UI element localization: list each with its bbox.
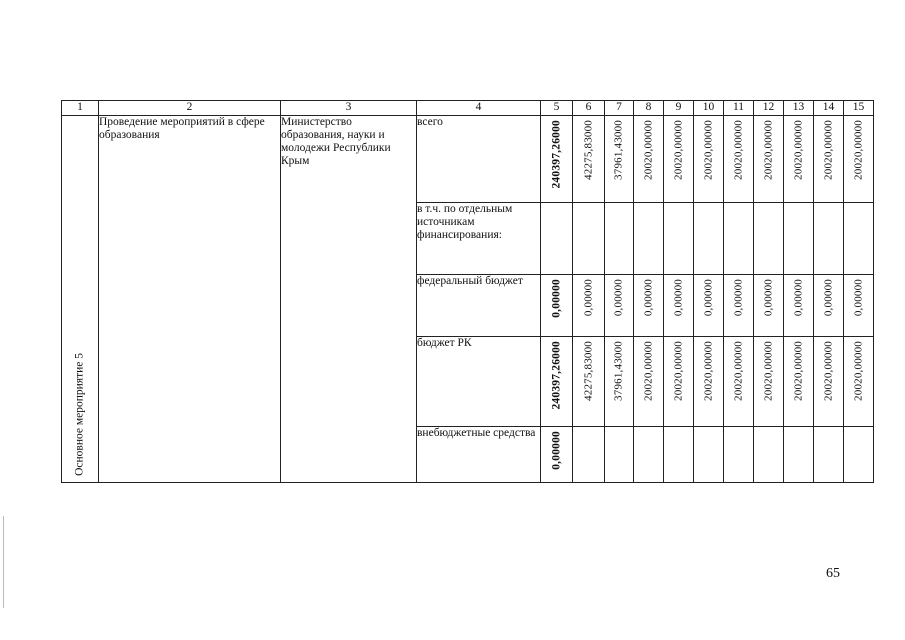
value-cell xyxy=(541,427,573,483)
value-text: 0,00000 xyxy=(792,279,804,317)
col-header-9: 9 xyxy=(664,101,694,116)
page-number: 65 xyxy=(826,566,840,581)
col-header-13: 13 xyxy=(784,101,814,116)
value-text: 20020,00000 xyxy=(732,341,744,401)
value-cell xyxy=(844,116,874,203)
value-cell xyxy=(573,427,605,483)
value-cell xyxy=(814,275,844,337)
value-cell xyxy=(844,337,874,427)
value-cell xyxy=(573,275,605,337)
value-text: 0,00000 xyxy=(852,279,864,317)
col-header-15: 15 xyxy=(844,101,874,116)
row-label-cell xyxy=(62,116,99,483)
value-cell xyxy=(724,116,754,203)
value-cell xyxy=(664,337,694,427)
executor-cell: Министерство образования, науки и молодежи Республики Крым xyxy=(281,116,417,483)
value-cell xyxy=(724,427,754,483)
value-cell xyxy=(814,337,844,427)
value-cell xyxy=(541,275,573,337)
value-text: 20020,00000 xyxy=(672,341,684,401)
value-text: 20020,00000 xyxy=(792,120,804,180)
value-cell xyxy=(784,275,814,337)
value-text: 0,00000 xyxy=(642,279,654,317)
value-text: 20020,00000 xyxy=(702,120,714,180)
col-header-4: 4 xyxy=(417,101,541,116)
funding-source-cell: внебюджетные средства xyxy=(417,427,541,483)
value-cell xyxy=(814,427,844,483)
value-text: 20020,00000 xyxy=(762,120,774,180)
value-cell xyxy=(784,116,814,203)
col-header-2: 2 xyxy=(99,101,281,116)
value-cell xyxy=(634,337,664,427)
funding-source-cell: бюджет РК xyxy=(417,337,541,427)
col-header-12: 12 xyxy=(754,101,784,116)
value-cell xyxy=(573,337,605,427)
col-header-5: 5 xyxy=(541,101,573,116)
value-cell xyxy=(694,203,724,275)
value-text: 20020,00000 xyxy=(762,341,774,401)
financing-table xyxy=(61,100,874,483)
value-text: 0,00000 xyxy=(672,279,684,317)
value-cell xyxy=(754,427,784,483)
value-cell xyxy=(694,427,724,483)
value-text: 0,00000 xyxy=(550,431,562,470)
scan-edge-line xyxy=(3,516,4,608)
funding-source-cell: в т.ч. по отдельным источникам финансирования: xyxy=(417,203,541,275)
value-text: 20020,00000 xyxy=(792,341,804,401)
value-cell xyxy=(754,116,784,203)
col-header-6: 6 xyxy=(573,101,605,116)
value-cell xyxy=(694,275,724,337)
value-cell xyxy=(573,203,605,275)
value-text: 20020,00000 xyxy=(822,341,834,401)
value-text: 42275,83000 xyxy=(582,120,594,180)
value-text: 20020,00000 xyxy=(702,341,714,401)
value-cell xyxy=(814,116,844,203)
value-cell xyxy=(784,337,814,427)
value-text: 37961,43000 xyxy=(612,341,625,401)
col-header-8: 8 xyxy=(634,101,664,116)
value-cell xyxy=(541,203,573,275)
col-header-3: 3 xyxy=(281,101,417,116)
value-cell xyxy=(634,427,664,483)
value-text: 20020,00000 xyxy=(642,341,654,401)
value-text: 240397,26000 xyxy=(550,120,562,189)
value-cell xyxy=(694,337,724,427)
value-cell xyxy=(664,116,694,203)
value-cell xyxy=(605,116,634,203)
value-cell xyxy=(754,203,784,275)
value-text: 20020,00000 xyxy=(822,120,834,180)
value-cell xyxy=(664,427,694,483)
value-cell xyxy=(605,427,634,483)
value-text: 42275,83000 xyxy=(582,341,594,401)
value-cell xyxy=(634,203,664,275)
col-header-1: 1 xyxy=(62,101,99,116)
value-cell xyxy=(605,337,634,427)
value-cell xyxy=(664,275,694,337)
funding-source-cell: всего xyxy=(417,116,541,203)
value-cell xyxy=(634,275,664,337)
value-text: 20020,00000 xyxy=(732,120,744,180)
value-cell xyxy=(844,275,874,337)
value-cell xyxy=(724,203,754,275)
activity-cell: Проведение мероприятий в сфере образования xyxy=(99,116,281,483)
value-cell xyxy=(724,275,754,337)
value-text: 240397,26000 xyxy=(550,341,562,410)
value-text: 0,00000 xyxy=(550,279,562,318)
value-text: 20020,00000 xyxy=(642,120,654,180)
value-cell xyxy=(605,203,634,275)
value-cell xyxy=(724,337,754,427)
value-cell xyxy=(784,203,814,275)
value-text: 20020,00000 xyxy=(852,120,864,180)
value-cell xyxy=(541,337,573,427)
value-cell xyxy=(814,203,844,275)
value-cell xyxy=(573,116,605,203)
col-header-14: 14 xyxy=(814,101,844,116)
value-text: 0,00000 xyxy=(822,279,834,317)
value-cell xyxy=(605,275,634,337)
value-cell xyxy=(844,427,874,483)
col-header-7: 7 xyxy=(605,101,634,116)
value-cell xyxy=(634,116,664,203)
value-text: 20020,00000 xyxy=(852,341,864,401)
value-text: 0,00000 xyxy=(612,279,625,317)
col-header-10: 10 xyxy=(694,101,724,116)
value-text: 0,00000 xyxy=(702,279,714,317)
table-row xyxy=(62,116,874,203)
value-cell xyxy=(754,275,784,337)
col-header-11: 11 xyxy=(724,101,754,116)
header-row xyxy=(62,101,874,116)
row-label: Основное мероприятие 5 xyxy=(73,353,86,476)
value-cell xyxy=(784,427,814,483)
value-cell xyxy=(844,203,874,275)
value-cell xyxy=(694,116,724,203)
value-text: 37961,43000 xyxy=(612,120,625,180)
value-cell xyxy=(664,203,694,275)
value-text: 0,00000 xyxy=(732,279,744,317)
value-text: 0,00000 xyxy=(762,279,774,317)
value-cell xyxy=(541,116,573,203)
value-text: 20020,00000 xyxy=(672,120,684,180)
value-cell xyxy=(754,337,784,427)
value-text: 0,00000 xyxy=(582,279,594,317)
funding-source-cell: федеральный бюджет xyxy=(417,275,541,337)
